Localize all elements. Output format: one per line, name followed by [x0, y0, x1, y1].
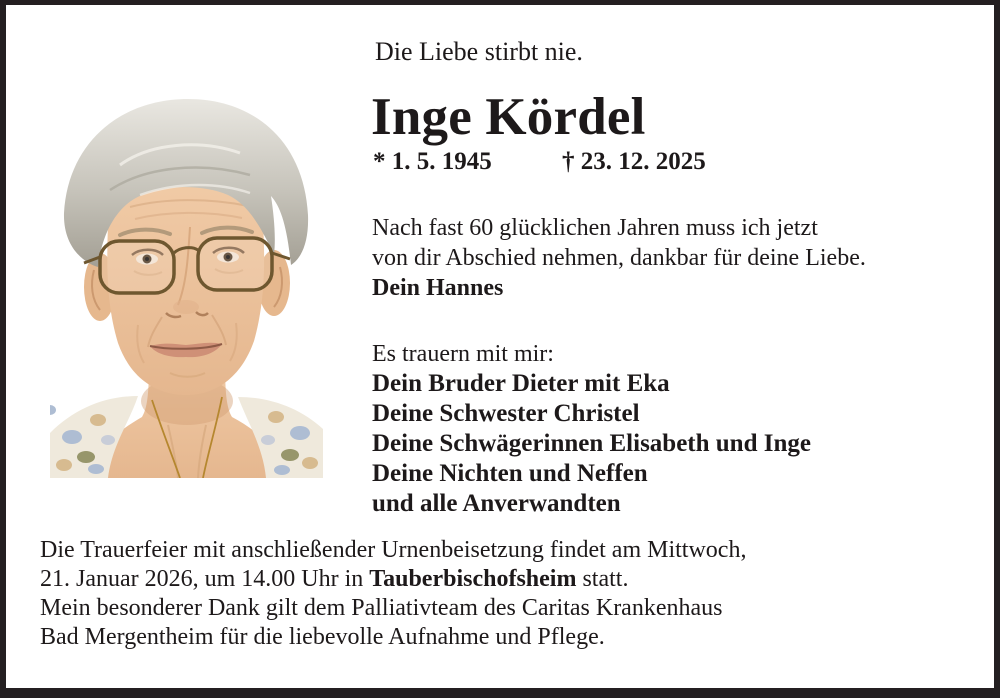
funeral-notice	[40, 536, 970, 652]
funeral-line-2	[40, 565, 970, 594]
funeral-line-2-suffix: statt.	[576, 566, 629, 592]
mourners-list	[372, 369, 811, 519]
mourner-line: und alle Anverwandten	[372, 490, 621, 517]
mourners-intro: Es trauern mit mir:	[372, 341, 554, 367]
funeral-line-3: Mein besonderer Dank gilt dem Palliativteam des Caritas Krankenhaus	[40, 595, 723, 621]
death-date: † 23. 12. 2025	[562, 148, 706, 175]
mourner-line: Dein Bruder Dieter mit Eka	[372, 370, 670, 397]
mourner-line: Deine Schwägerinnen Elisabeth und Inge	[372, 430, 811, 457]
funeral-line-4: Bad Mergentheim für die liebevolle Aufnahme und Pflege.	[40, 624, 605, 650]
portrait-photo	[50, 95, 323, 478]
mourner-line: Deine Nichten und Neffen	[372, 460, 648, 487]
funeral-location: Tauberbischofsheim	[369, 566, 577, 592]
farewell-line-1: Nach fast 60 glücklichen Jahren muss ich jetzt	[372, 215, 818, 241]
funeral-line-2-prefix: 21. Januar 2026, um 14.00 Uhr in	[40, 566, 370, 592]
funeral-line-1: Die Trauerfeier mit anschließender Urnenbeisetzung findet am Mittwoch,	[40, 537, 747, 563]
farewell-text	[372, 213, 866, 303]
deceased-name: Inge Kördel	[371, 88, 646, 146]
farewell-signature: Dein Hannes	[372, 275, 504, 301]
motto: Die Liebe stirbt nie.	[375, 37, 583, 66]
farewell-line-2: von dir Abschied nehmen, dankbar für deine Liebe.	[372, 245, 866, 271]
birth-date: * 1. 5. 1945	[373, 148, 492, 175]
mourner-line: Deine Schwester Christel	[372, 400, 640, 427]
